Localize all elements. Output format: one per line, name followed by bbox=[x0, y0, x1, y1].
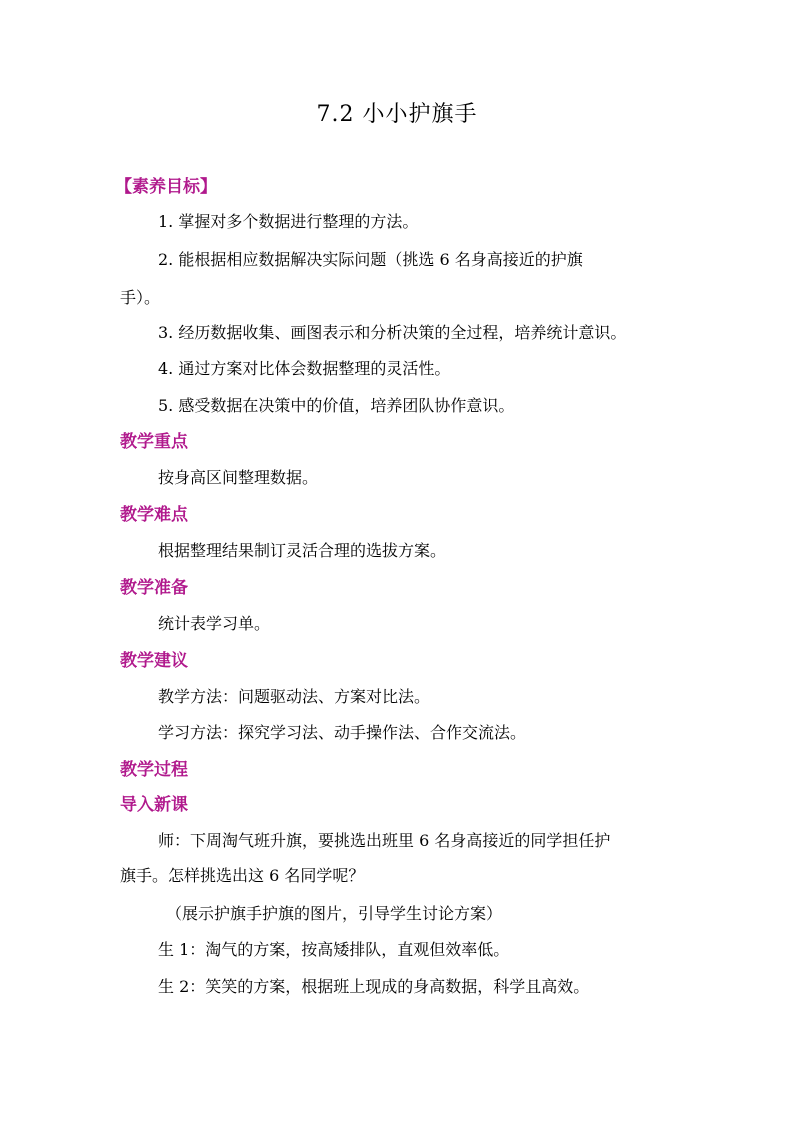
goal-item-1: 1. 掌握对多个数据进行整理的方法。 bbox=[158, 212, 419, 231]
intro-line-2: 旗手。怎样挑选出这 6 名同学呢？ bbox=[120, 866, 365, 885]
teaching-methods-text: 教学方法：问题驱动法、方案对比法。 bbox=[158, 687, 431, 706]
learning-methods-text: 学习方法：探究学习法、动手操作法、合作交流法。 bbox=[158, 723, 527, 742]
intro-line-1: 师：下周淘气班升旗，要挑选出班里 6 名身高接近的同学担任护 bbox=[158, 831, 611, 850]
goal-item-2-continued: 手）。 bbox=[120, 288, 161, 307]
intro-line-4: 生 1：淘气的方案，按高矮排队，直观但效率低。 bbox=[158, 940, 510, 959]
key-points-heading: 教学重点 bbox=[120, 432, 188, 452]
page-title: 7.2 小小护旗手 bbox=[316, 102, 478, 127]
preparation-text: 统计表学习单。 bbox=[158, 614, 271, 633]
key-points-text: 按身高区间整理数据。 bbox=[158, 468, 319, 487]
preparation-heading: 教学准备 bbox=[120, 578, 188, 598]
advice-heading: 教学建议 bbox=[120, 651, 188, 671]
process-heading: 教学过程 bbox=[120, 760, 188, 780]
goals-heading: 【素养目标】 bbox=[115, 177, 217, 197]
difficulties-heading: 教学难点 bbox=[120, 505, 188, 525]
goal-item-4: 4. 通过方案对比体会数据整理的灵活性。 bbox=[158, 359, 451, 378]
goal-item-2: 2. 能根据相应数据解决实际问题（挑选 6 名身高接近的护旗 bbox=[158, 250, 583, 269]
intro-heading: 导入新课 bbox=[120, 795, 188, 815]
goal-item-3: 3. 经历数据收集、画图表示和分析决策的全过程，培养统计意识。 bbox=[158, 323, 627, 342]
intro-line-3: （展示护旗手护旗的图片，引导学生讨论方案） bbox=[166, 904, 503, 923]
goal-item-5: 5. 感受数据在决策中的价值，培养团队协作意识。 bbox=[158, 396, 515, 415]
intro-line-5: 生 2：笑笑的方案，根据班上现成的身高数据，科学且高效。 bbox=[158, 977, 590, 996]
difficulties-text: 根据整理结果制订灵活合理的选拔方案。 bbox=[158, 541, 447, 560]
